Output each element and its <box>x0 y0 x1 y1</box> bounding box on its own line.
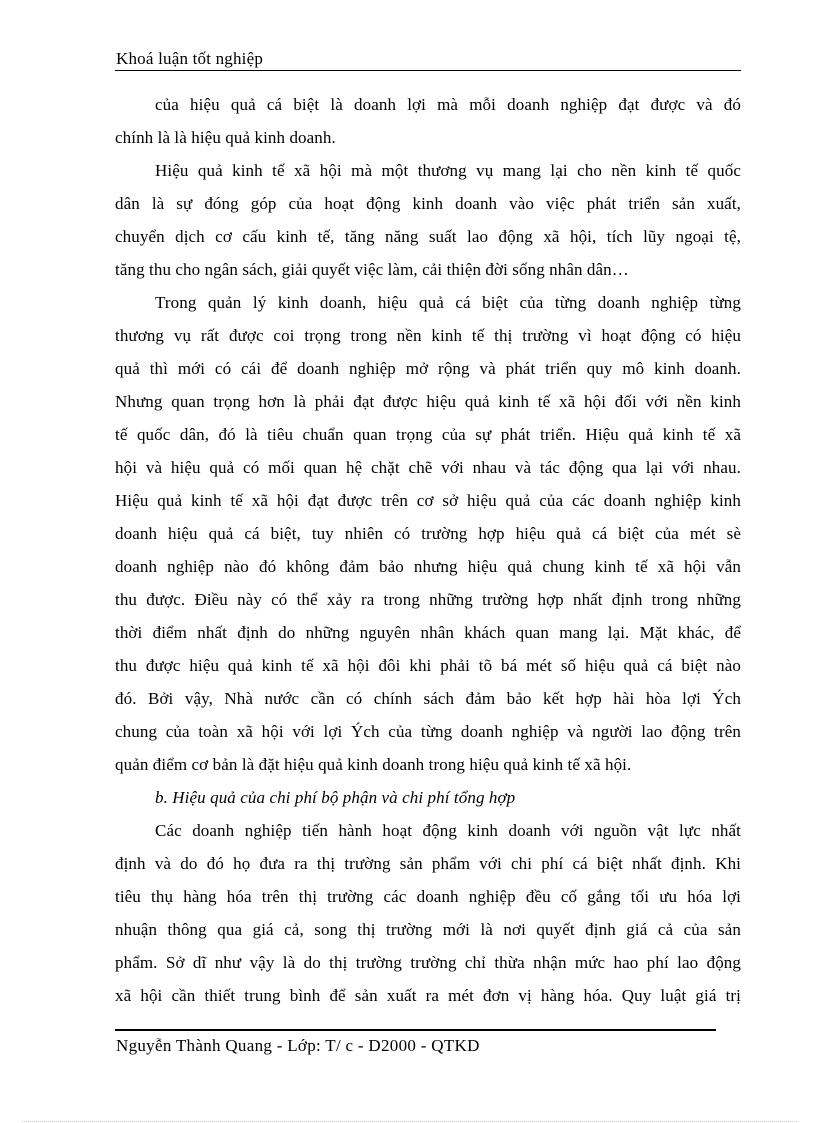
paragraph-line: doanh hiệu quả cá biệt, tuy nhiên có trường hợp hiệu quả cá biệt của mét sè <box>115 524 741 543</box>
paragraph-line: chung của toàn xã hội với lợi Ých của từng doanh nghiệp và người lao động trên <box>115 722 741 741</box>
paragraph-line: chuyển dịch cơ cấu kinh tế, tăng năng suất lao động xã hội, tích lũy ngoại tệ, <box>115 227 741 246</box>
paragraph-line: thời điểm nhất định do những nguyên nhân khách quan mang lại. Mặt khác, để <box>115 623 741 642</box>
page-edge <box>22 1121 797 1122</box>
paragraph-line: Trong quản lý kinh doanh, hiệu quả cá biệt của từng doanh nghiệp từng <box>155 293 741 312</box>
paragraph-line: Hiệu quả kinh tế xã hội mà một thương vụ mang lại cho nền kinh tế quốc <box>155 161 741 180</box>
page-header-title: Khoá luận tốt nghiệp <box>116 49 264 68</box>
header-divider <box>115 70 741 71</box>
paragraph-line: thu được hiệu quả kinh tế xã hội đôi khi phải tõ bá mét số hiệu quả cá biệt nào <box>115 656 741 675</box>
paragraph-line: quả thì mới có cái để doanh nghiệp mở rộng và phát triển quy mô kinh doanh. <box>115 359 741 378</box>
paragraph-line: xã hội cần thiết trung bình để sản xuất ra mét đơn vị hàng hóa. Quy luật giá trị <box>115 986 741 1005</box>
paragraph-line: dân là sự đóng góp của hoạt động kinh doanh vào việc phát triển sản xuất, <box>115 194 741 213</box>
paragraph-line: thương vụ rất được coi trọng trong nền kinh tế thị trường vì hoạt động có hiệu <box>115 326 741 345</box>
paragraph-line: tăng thu cho ngân sách, giải quyết việc làm, cải thiện đời sống nhân dân… <box>115 260 629 279</box>
paragraph-line: chính là là hiệu quả kinh doanh. <box>115 128 336 147</box>
paragraph-line: đó. Bởi vậy, Nhà nước cần có chính sách đảm bảo kết hợp hài hòa lợi Ých <box>115 689 741 708</box>
paragraph-line: Các doanh nghiệp tiến hành hoạt động kinh doanh với nguồn vật lực nhất <box>155 821 741 840</box>
paragraph-line: hội và hiệu quả có mối quan hệ chặt chẽ với nhau và tác động qua lại với nhau. <box>115 458 741 477</box>
paragraph-line: thu được. Điều này có thể xảy ra trong những trường hợp nhất định trong những <box>115 590 741 609</box>
footer-divider <box>115 1029 716 1031</box>
paragraph-line: Nhưng quan trọng hơn là phải đạt được hiệu quả kinh tế xã hội đối với nền kinh <box>115 392 741 411</box>
page-footer: Nguyễn Thành Quang - Lớp: T/ c - D2000 - QTKD <box>116 1036 480 1055</box>
paragraph-line: nhuận thông qua giá cả, song thị trường mới là nơi quyết định giá cả của sản <box>115 920 741 939</box>
section-heading: b. Hiệu quả của chi phí bộ phận và chi phí tổng hợp <box>155 788 516 807</box>
paragraph-line: doanh nghiệp nào đó không đảm bảo nhưng hiệu quả chung kinh tế xã hội vẫn <box>115 557 741 576</box>
paragraph-line: của hiệu quả cá biệt là doanh lợi mà mỗi doanh nghiệp đạt được và đó <box>155 95 741 114</box>
paragraph-line: quản điểm cơ bản là đặt hiệu quả kinh doanh trong hiệu quả kinh tế xã hội. <box>115 755 632 774</box>
paragraph-line: tế quốc dân, đó là tiêu chuẩn quan trọng của sự phát triển. Hiệu quả kinh tế xã <box>115 425 741 444</box>
paragraph-line: Hiệu quả kinh tế xã hội đạt được trên cơ sở hiệu quả của các doanh nghiệp kinh <box>115 491 741 510</box>
paragraph-line: phẩm. Sở dĩ như vậy là do thị trường trường chỉ thừa nhận mức hao phí lao động <box>115 953 741 972</box>
paragraph-line: định và do đó họ đưa ra thị trường sản phẩm với chi phí cá biệt nhất định. Khi <box>115 854 741 873</box>
paragraph-line: tiêu thụ hàng hóa trên thị trường các doanh nghiệp đều cố gắng tối ưu hóa lợi <box>115 887 741 906</box>
